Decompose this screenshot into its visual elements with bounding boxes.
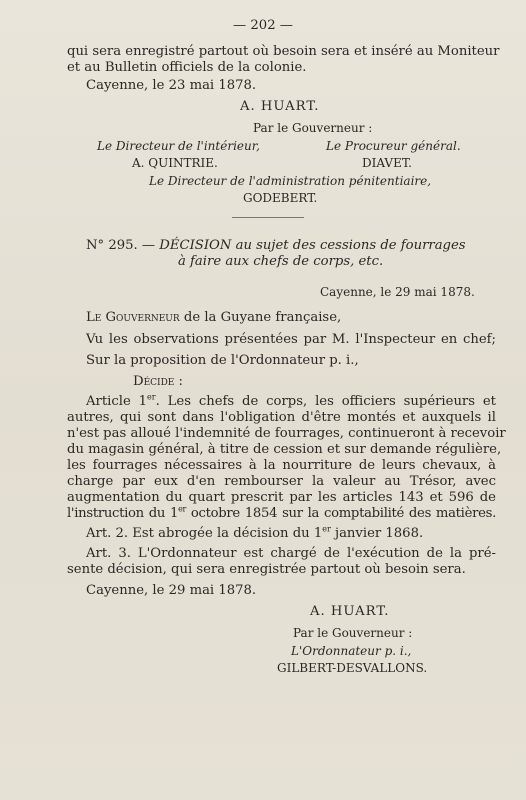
- art1-label: Article 1: [86, 394, 148, 409]
- heading-dash: —: [141, 238, 156, 253]
- art3-line: Art. 3. L'Ordonnateur est chargé de l'exécution de la pré-: [86, 546, 496, 561]
- art2-sup: er: [322, 524, 331, 534]
- dir-interieur-title: Le Directeur de l'intérieur,: [97, 139, 260, 153]
- ordonnateur-name: GILBERT-DESVALLONS.: [277, 661, 428, 675]
- decision-heading: [86, 238, 466, 254]
- decision-place-date: Cayenne, le 29 mai 1878.: [320, 285, 475, 299]
- prev-act-par-gouverneur: Par le Gouverneur :: [253, 121, 373, 135]
- prev-act-date: Cayenne, le 23 mai 1878.: [86, 78, 257, 93]
- decision-signatory: A. HUART.: [310, 604, 390, 619]
- art2-text: Art. 2. Est abrogée la décision du 1: [86, 526, 323, 541]
- art1-line: les fourrages nécessaires à la nourriture de leurs chevaux, à: [67, 458, 496, 473]
- art1-line: autres, qui sont dans l'obligation d'être montés et auxquels il: [67, 410, 496, 425]
- art3-line: sente décision, qui sera enregistrée partout où besoin sera.: [67, 562, 466, 577]
- art2-line: [86, 526, 423, 542]
- gouverneur-smallcaps: Le Gouverneur: [86, 310, 180, 325]
- decision-title: au sujet des cessions de fourrages: [235, 238, 466, 253]
- gouverneur-rest: de la Guyane française,: [183, 310, 342, 325]
- decision-par-gouverneur: Par le Gouverneur :: [293, 626, 413, 640]
- art1-line: du magasin général, à titre de cession et sur demande régulière,: [67, 442, 502, 457]
- art1-line: n'est pas alloué l'indemnité de fourrages, continueront à recevoir: [67, 426, 506, 441]
- gouverneur-line: [86, 310, 341, 326]
- vu-line: Vu les observations présentées par M. l'Inspecteur en chef;: [86, 332, 496, 347]
- art1-line: [86, 394, 496, 410]
- prev-act-text-line: qui sera enregistré partout où besoin sera et inséré au Moniteur: [67, 44, 500, 59]
- section-divider: [232, 217, 304, 218]
- sur-line: Sur la proposition de l'Ordonnateur p. i.,: [86, 353, 359, 368]
- decision-number: N° 295.: [86, 238, 138, 253]
- page-number: — 202 —: [233, 18, 293, 33]
- art1-text: . Les chefs de corps, les officiers supérieurs et: [155, 394, 496, 409]
- art1-sup: er: [147, 392, 156, 402]
- decide-heading: Décide :: [133, 374, 184, 389]
- art1-l8-a: l'instruction du 1: [67, 506, 179, 521]
- procureur-name: DIAVET.: [362, 156, 412, 170]
- decision-title-word: DÉCISION: [159, 238, 232, 253]
- art2-text-end: janvier 1868.: [334, 526, 424, 541]
- prev-act-text-line: et au Bulletin officiels de la colonie.: [67, 60, 307, 75]
- prev-act-signatory: A. HUART.: [240, 99, 320, 114]
- decision-title-line2: à faire aux chefs de corps, etc.: [178, 254, 384, 269]
- art1-line: [67, 506, 496, 522]
- admin-pen-title: Le Directeur de l'administration pénitentiaire,: [149, 174, 432, 188]
- decision-date: Cayenne, le 29 mai 1878.: [86, 583, 257, 598]
- art1-l8-sup: er: [178, 504, 187, 514]
- art1-line: augmentation du quart prescrit par les articles 143 et 596 de: [67, 490, 496, 505]
- admin-pen-name: GODEBERT.: [243, 191, 318, 205]
- art1-line: charge par eux d'en rembourser la valeur au Trésor, avec: [67, 474, 496, 489]
- ordonnateur-title: L'Ordonnateur p. i.,: [291, 644, 412, 658]
- procureur-title: Le Procureur général.: [326, 139, 461, 153]
- art1-l8-b: octobre 1854 sur la comptabilité des matières.: [190, 506, 496, 521]
- dir-interieur-name: A. QUINTRIE.: [132, 156, 218, 170]
